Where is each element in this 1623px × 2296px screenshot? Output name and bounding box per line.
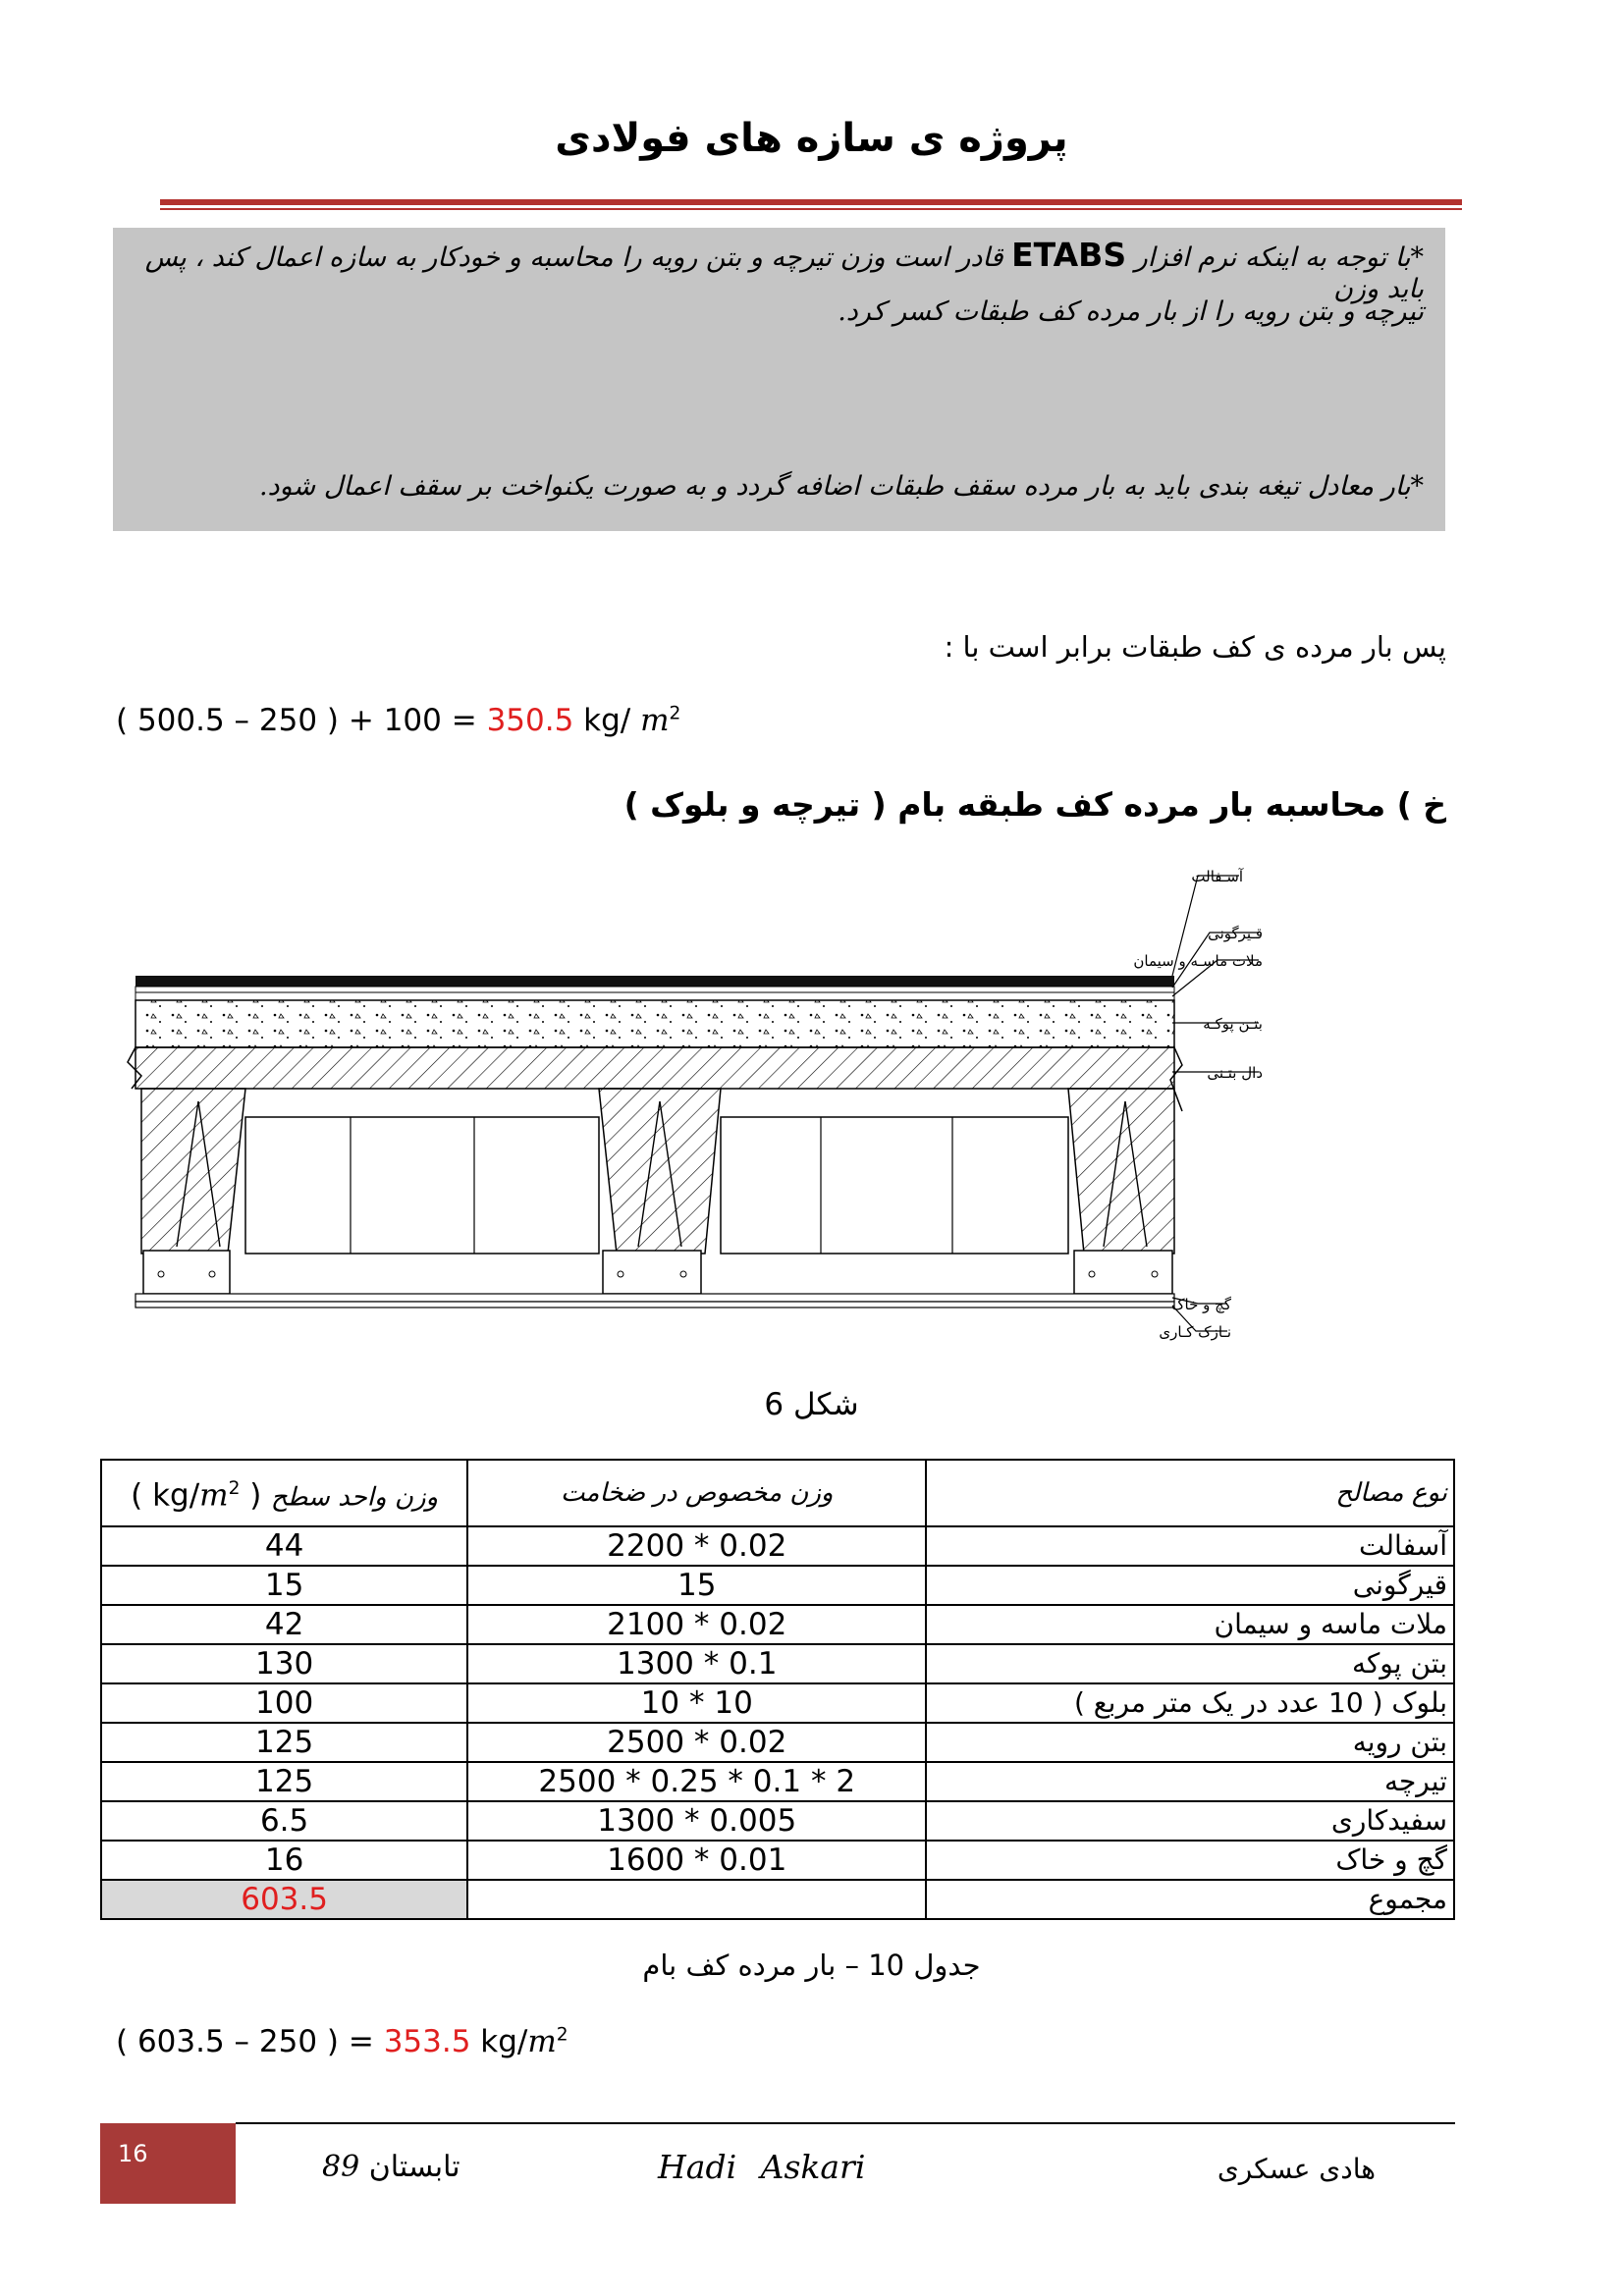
equation-result: 350.5 [486, 703, 574, 738]
table-row [101, 1683, 1454, 1723]
note-box [113, 228, 1445, 531]
equation-roof-dead-load [116, 2024, 568, 2059]
table-header-row [101, 1460, 1454, 1526]
table-row [101, 1526, 1454, 1566]
header-rule-thick [160, 199, 1462, 205]
footer-author-persian: هادی عسکری [1217, 2153, 1376, 2185]
cell-calculation: 0.02 * 2100 [467, 1605, 926, 1644]
footer-date [322, 2150, 460, 2184]
cell-material: سفیدکاری [926, 1801, 1454, 1841]
label-finishing: نـازک کـاری [1159, 1323, 1231, 1341]
table-row [101, 1762, 1454, 1801]
intro-text: پس بار مرده ی کف طبقات برابر است با : [944, 630, 1446, 664]
footer-date-year: 89 [322, 2150, 360, 2184]
cell-material: بلوک ( 10 عدد در یک متر مربع ) [926, 1683, 1454, 1723]
equation-floor-dead-load [116, 703, 680, 738]
cell-calculation: 0.02 * 2200 [467, 1526, 926, 1566]
label-concrete-slab: دال بتـنی [1207, 1064, 1263, 1082]
label-lightweight-concrete: بتـن پوکـه [1203, 1015, 1263, 1033]
page-title: پروژه ی سازه های فولادی [555, 116, 1068, 161]
table-row [101, 1566, 1454, 1605]
equation-unit-exp: 2 [669, 703, 681, 724]
header-area-weight-label: وزن واحد سطح [270, 1482, 439, 1513]
table-total-row [101, 1880, 1454, 1919]
note-line-1-prefix: *با توجه به اینکه نرم افزار [1134, 242, 1424, 273]
equation-expression: ( 603.5 – 250 ) = [116, 2024, 384, 2059]
dead-load-table [100, 1459, 1455, 1920]
cell-calculation: 10 * 10 [467, 1683, 926, 1723]
footer-date-label: تابستان [368, 2150, 460, 2184]
cell-value: 42 [101, 1605, 467, 1644]
note-line-1-suffix: قادر است وزن تیرچه و بتن رویه را محاسبه و خودکار به سازه اعمال کند ، پس باید وزن [144, 242, 1424, 304]
header-area-weight-unit: ( $kg/m^2$ ) [131, 1477, 262, 1514]
cell-value: 130 [101, 1644, 467, 1683]
cell-total-value: 603.5 [101, 1880, 467, 1919]
label-gypsum-soil: گچ و خاک [1171, 1296, 1231, 1313]
cell-material: بتن پوکه [926, 1644, 1454, 1683]
cell-value: 16 [101, 1841, 467, 1880]
note-line-1 [135, 236, 1424, 304]
equation-unit: kg/ [470, 2024, 528, 2059]
cell-calculation: 0.005 * 1300 [467, 1801, 926, 1841]
equation-expression: ( 500.5 – 250 ) + 100 = [116, 703, 487, 738]
table-row [101, 1644, 1454, 1683]
page-number: 16 [118, 2140, 148, 2167]
cell-calculation: 2 * 0.1 * 0.25 * 2500 [467, 1762, 926, 1801]
cell-calculation: 0.02 * 2500 [467, 1723, 926, 1762]
table-row [101, 1841, 1454, 1880]
cell-calculation: 15 [467, 1566, 926, 1605]
cell-value: 125 [101, 1723, 467, 1762]
cell-value: 125 [101, 1762, 467, 1801]
header-unit-weight: وزن مخصوص در ضخامت [467, 1460, 926, 1526]
cell-total-label: مجموع [926, 1880, 1454, 1919]
table-row [101, 1801, 1454, 1841]
cell-calculation: 0.01 * 1600 [467, 1841, 926, 1880]
figure-caption: شکل 6 [764, 1387, 859, 1422]
note-line-3: *بار معادل تیغه بندی باید به بار مرده سقف طبقات اضافه گردد و به صورت یکنواخت بر سقف اعمال شود. [258, 471, 1424, 502]
cell-total-empty [467, 1880, 926, 1919]
cell-material: گچ و خاک [926, 1841, 1454, 1880]
equation-unit-var: m [527, 2024, 557, 2059]
header-rule-thin [160, 208, 1462, 210]
equation-unit-exp: 2 [556, 2024, 568, 2046]
roof-section-diagram [118, 854, 1335, 1355]
table-caption: جدول 10 – بار مرده کف بام [642, 1949, 981, 1982]
label-mortar: ملات ماسـه و سیمان [1133, 952, 1263, 970]
cell-material: ملات ماسه و سیمان [926, 1605, 1454, 1644]
cell-value: 44 [101, 1526, 467, 1566]
cell-material: بتن رویه [926, 1723, 1454, 1762]
cell-value: 6.5 [101, 1801, 467, 1841]
cell-value: 100 [101, 1683, 467, 1723]
equation-unit-var: m [640, 703, 670, 738]
header-area-weight [101, 1460, 467, 1526]
footer-author-english: Hadi Askari [658, 2148, 866, 2186]
footer-rule [236, 2122, 1455, 2124]
cell-material: قیرگونی [926, 1566, 1454, 1605]
table-row [101, 1605, 1454, 1644]
label-asphalt: آسـفالت [1191, 868, 1243, 885]
table-row [101, 1723, 1454, 1762]
equation-result: 353.5 [383, 2024, 471, 2059]
equation-unit: kg/ [573, 703, 641, 738]
section-heading: خ ) محاسبه بار مرده کف طبقه بام ( تیرچه و بلوک ) [623, 785, 1446, 824]
software-name: ETABS [1011, 236, 1127, 274]
cell-calculation: 0.1 * 1300 [467, 1644, 926, 1683]
header-material: نوع مصالح [926, 1460, 1454, 1526]
label-bitumen: قـیرگونی [1208, 925, 1263, 942]
cell-material: آسفالت [926, 1526, 1454, 1566]
note-line-2: تیرچه و بتن رویه را از بار مرده کف طبقات کسر کرد. [838, 296, 1424, 327]
cell-value: 15 [101, 1566, 467, 1605]
cell-material: تیرچه [926, 1762, 1454, 1801]
